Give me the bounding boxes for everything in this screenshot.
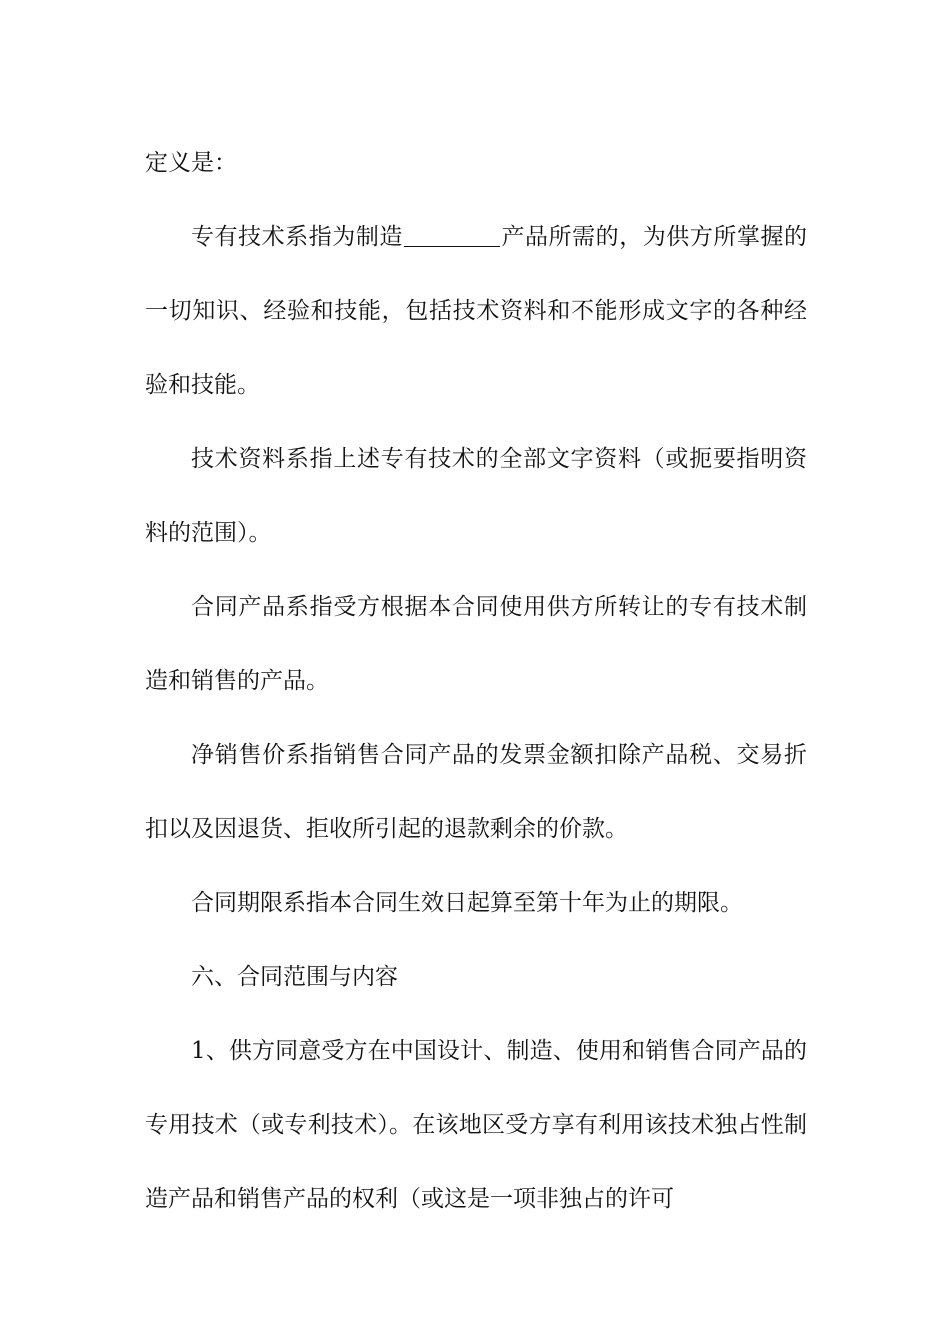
section-heading-scope: 六、合同范围与内容 — [191, 964, 398, 990]
paragraph-definition-intro: 定义是： — [145, 150, 237, 176]
know-how-text-start: 专有技术系指为制造 — [191, 224, 403, 250]
know-how-text-end: 产品所需的，为供方所掌握的一切知识、经验和技能，包括技术资料和不能形成文字的各种经验和技能。 — [145, 224, 808, 398]
document-body — [145, 126, 807, 1236]
paragraph-contract-term: 合同期限系指本合同生效日起算至第十年为止的期限。 — [191, 890, 743, 916]
paragraph-clause-1: 1、供方同意受方在中国设计、制造、使用和销售合同产品的专用技术（或专利技术）。在该地区受方享有利用该技术独占性制造产品和销售产品的权利（或这是一项非独占的许可 — [145, 1038, 807, 1212]
paragraph-know-how — [145, 200, 807, 422]
paragraph-technical-data: 技术资料系指上述专有技术的全部文字资料（或扼要指明资料的范围）。 — [145, 446, 807, 546]
paragraph-net-sales-price: 净销售价系指销售合同产品的发票金额扣除产品税、交易折扣以及因退货、拒收所引起的退款剩余的价款。 — [145, 742, 807, 842]
fill-in-blank — [404, 223, 500, 247]
paragraph-contract-product: 合同产品系指受方根据本合同使用供方所转让的专有技术制造和销售的产品。 — [145, 594, 807, 694]
